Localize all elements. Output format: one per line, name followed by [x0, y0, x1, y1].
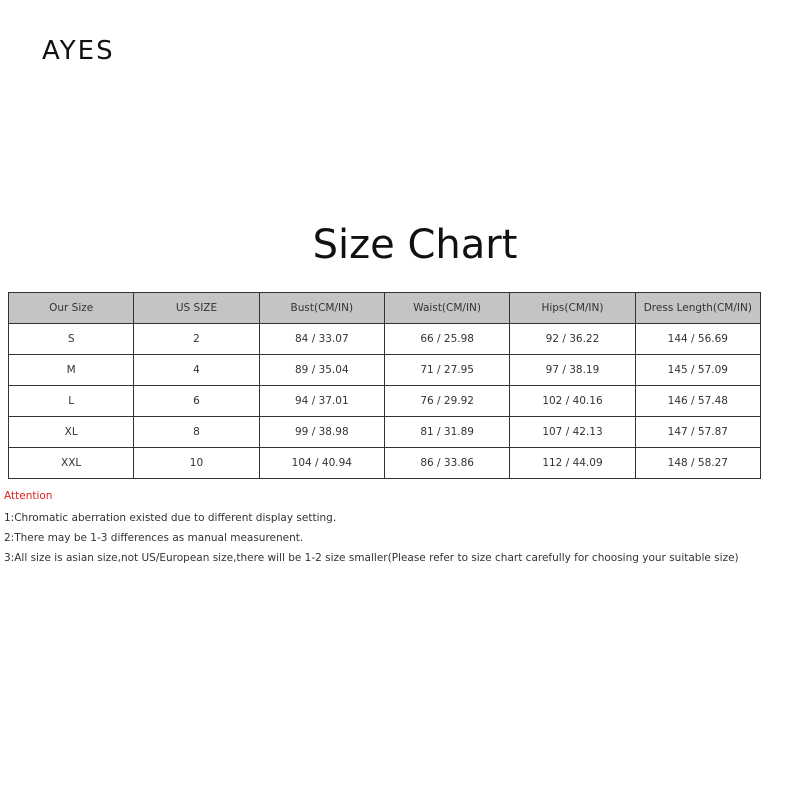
cell-our-size: XXL — [9, 448, 134, 479]
table-row — [9, 355, 761, 386]
table-row — [9, 386, 761, 417]
table-row — [9, 324, 761, 355]
attention-label: Attention — [4, 490, 53, 502]
page-title: Size Chart — [312, 222, 518, 268]
cell-us-size: 6 — [134, 386, 259, 417]
notes-section — [4, 488, 739, 568]
header-hips: Hips(CM/IN) — [510, 293, 635, 324]
cell-bust: 84 / 33.07 — [259, 324, 384, 355]
cell-our-size: L — [9, 386, 134, 417]
cell-bust: 89 / 35.04 — [259, 355, 384, 386]
note-item: 1:Chromatic aberration existed due to different display setting. — [4, 512, 337, 524]
cell-dress-length: 147 / 57.87 — [635, 417, 760, 448]
table-row — [9, 417, 761, 448]
cell-our-size: XL — [9, 417, 134, 448]
header-our-size: Our Size — [9, 293, 134, 324]
cell-waist: 81 / 31.89 — [384, 417, 509, 448]
header-dress-length: Dress Length(CM/IN) — [635, 293, 760, 324]
cell-us-size: 10 — [134, 448, 259, 479]
brand-logo-text: AYES — [42, 36, 115, 66]
cell-dress-length: 148 / 58.27 — [635, 448, 760, 479]
header-us-size: US SIZE — [134, 293, 259, 324]
cell-hips: 92 / 36.22 — [510, 324, 635, 355]
cell-our-size: M — [9, 355, 134, 386]
table-header-row — [9, 293, 761, 324]
cell-us-size: 4 — [134, 355, 259, 386]
note-item: 2:There may be 1-3 differences as manual measurenent. — [4, 532, 304, 544]
cell-waist: 76 / 29.92 — [384, 386, 509, 417]
cell-bust: 94 / 37.01 — [259, 386, 384, 417]
cell-dress-length: 146 / 57.48 — [635, 386, 760, 417]
cell-us-size: 8 — [134, 417, 259, 448]
cell-bust: 104 / 40.94 — [259, 448, 384, 479]
header-waist: Waist(CM/IN) — [384, 293, 509, 324]
cell-waist: 86 / 33.86 — [384, 448, 509, 479]
cell-hips: 107 / 42.13 — [510, 417, 635, 448]
cell-dress-length: 144 / 56.69 — [635, 324, 760, 355]
cell-hips: 112 / 44.09 — [510, 448, 635, 479]
cell-waist: 71 / 27.95 — [384, 355, 509, 386]
note-item: 3:All size is asian size,not US/European size,there will be 1-2 size smaller(Please refer to size chart carefully for choosing your suitable size) — [4, 552, 739, 564]
cell-us-size: 2 — [134, 324, 259, 355]
cell-our-size: S — [9, 324, 134, 355]
size-chart-table — [8, 292, 761, 479]
table-row — [9, 448, 761, 479]
header-bust: Bust(CM/IN) — [259, 293, 384, 324]
cell-waist: 66 / 25.98 — [384, 324, 509, 355]
cell-hips: 97 / 38.19 — [510, 355, 635, 386]
cell-bust: 99 / 38.98 — [259, 417, 384, 448]
cell-dress-length: 145 / 57.09 — [635, 355, 760, 386]
cell-hips: 102 / 40.16 — [510, 386, 635, 417]
